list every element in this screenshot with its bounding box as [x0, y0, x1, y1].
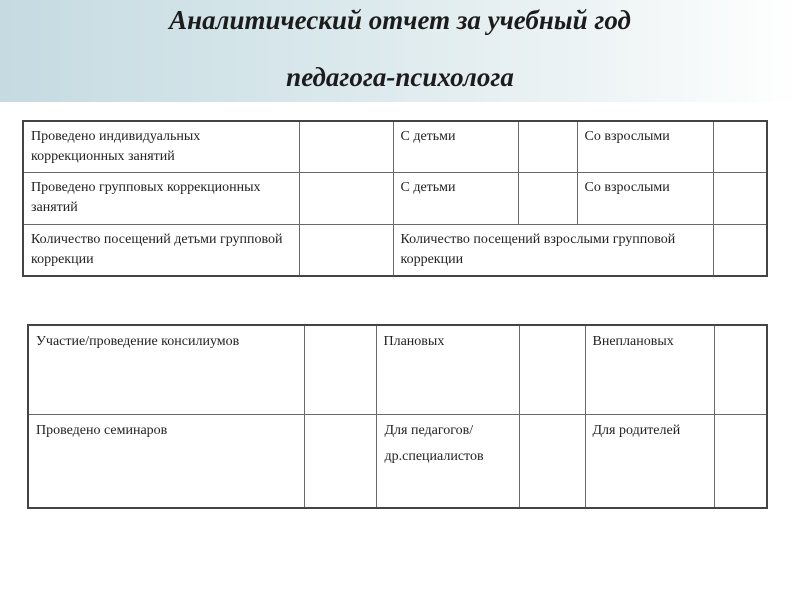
adults-label-cell [577, 121, 713, 173]
teachers-value [520, 415, 585, 421]
adults-label-cell [577, 173, 713, 225]
children-label-cell [393, 173, 518, 225]
value-text [300, 173, 393, 178]
consiliums-seminars-table [27, 324, 768, 509]
value-text [300, 225, 393, 230]
value-cell[interactable] [299, 225, 393, 277]
teachers-label-line-2: др.специалистов [384, 449, 484, 464]
table-row [23, 225, 767, 277]
row-label: Количество посещений детьми групповой коррекции [31, 232, 283, 267]
unplanned-value-cell[interactable] [714, 325, 767, 415]
unplanned-label-cell [585, 325, 714, 415]
parents-label-cell [585, 415, 714, 509]
row-label-cell [23, 121, 299, 173]
planned-value-cell[interactable] [519, 325, 585, 415]
value-cell[interactable] [304, 415, 376, 509]
children-label: С детьми [400, 180, 456, 195]
value-text [305, 326, 376, 332]
children-value [519, 173, 577, 178]
children-label: С детьми [400, 129, 456, 144]
children-value [519, 122, 577, 127]
table-row [23, 121, 767, 173]
children-value-cell[interactable] [518, 121, 577, 173]
planned-label-cell [376, 325, 519, 415]
parents-value [715, 415, 767, 421]
row-label: Проведено семинаров [36, 423, 168, 438]
row-label-cell [23, 225, 299, 277]
children-label-cell [393, 121, 518, 173]
correction-sessions-table [22, 120, 768, 277]
planned-value [520, 326, 585, 332]
parents-label: Для родителей [592, 423, 681, 438]
parents-value-cell[interactable] [714, 415, 767, 509]
adults-value [714, 225, 767, 230]
adults-value-cell[interactable] [713, 173, 767, 225]
row-label-cell [28, 415, 304, 509]
table-row [28, 415, 767, 509]
row-label-cell [28, 325, 304, 415]
adults-value [714, 122, 767, 127]
children-value-cell[interactable] [518, 173, 577, 225]
slide-subtitle: педагога-психолога [286, 62, 514, 92]
table-row [28, 325, 767, 415]
unplanned-label: Внеплановых [592, 334, 674, 349]
adults-value [714, 173, 767, 178]
row-label: Участие/проведение консилиумов [36, 334, 240, 349]
value-text [300, 122, 393, 127]
value-text [305, 415, 376, 421]
value-cell[interactable] [299, 173, 393, 225]
teachers-label-cell [376, 415, 519, 509]
slide-title: Аналитический отчет за учебный год [169, 5, 631, 35]
value-cell[interactable] [299, 121, 393, 173]
adults-label: Со взрослыми [584, 129, 670, 144]
adults-label: Со взрослыми [584, 180, 670, 195]
planned-label: Плановых [383, 334, 445, 349]
teachers-label-line-1: Для педагогов/ [384, 423, 474, 438]
value-cell[interactable] [304, 325, 376, 415]
row-label-cell [23, 173, 299, 225]
row-label: Проведено групповых коррекционных занятий [31, 180, 261, 215]
adults-value-cell[interactable] [713, 121, 767, 173]
teachers-value-cell[interactable] [519, 415, 585, 509]
unplanned-value [715, 326, 767, 332]
adults-visits-label-cell [393, 225, 713, 277]
adults-visits-label: Количество посещений взрослыми групповой коррекции [400, 232, 676, 267]
table-row [23, 173, 767, 225]
adults-value-cell[interactable] [713, 225, 767, 277]
row-label: Проведено индивидуальных коррекционных занятий [31, 129, 201, 164]
